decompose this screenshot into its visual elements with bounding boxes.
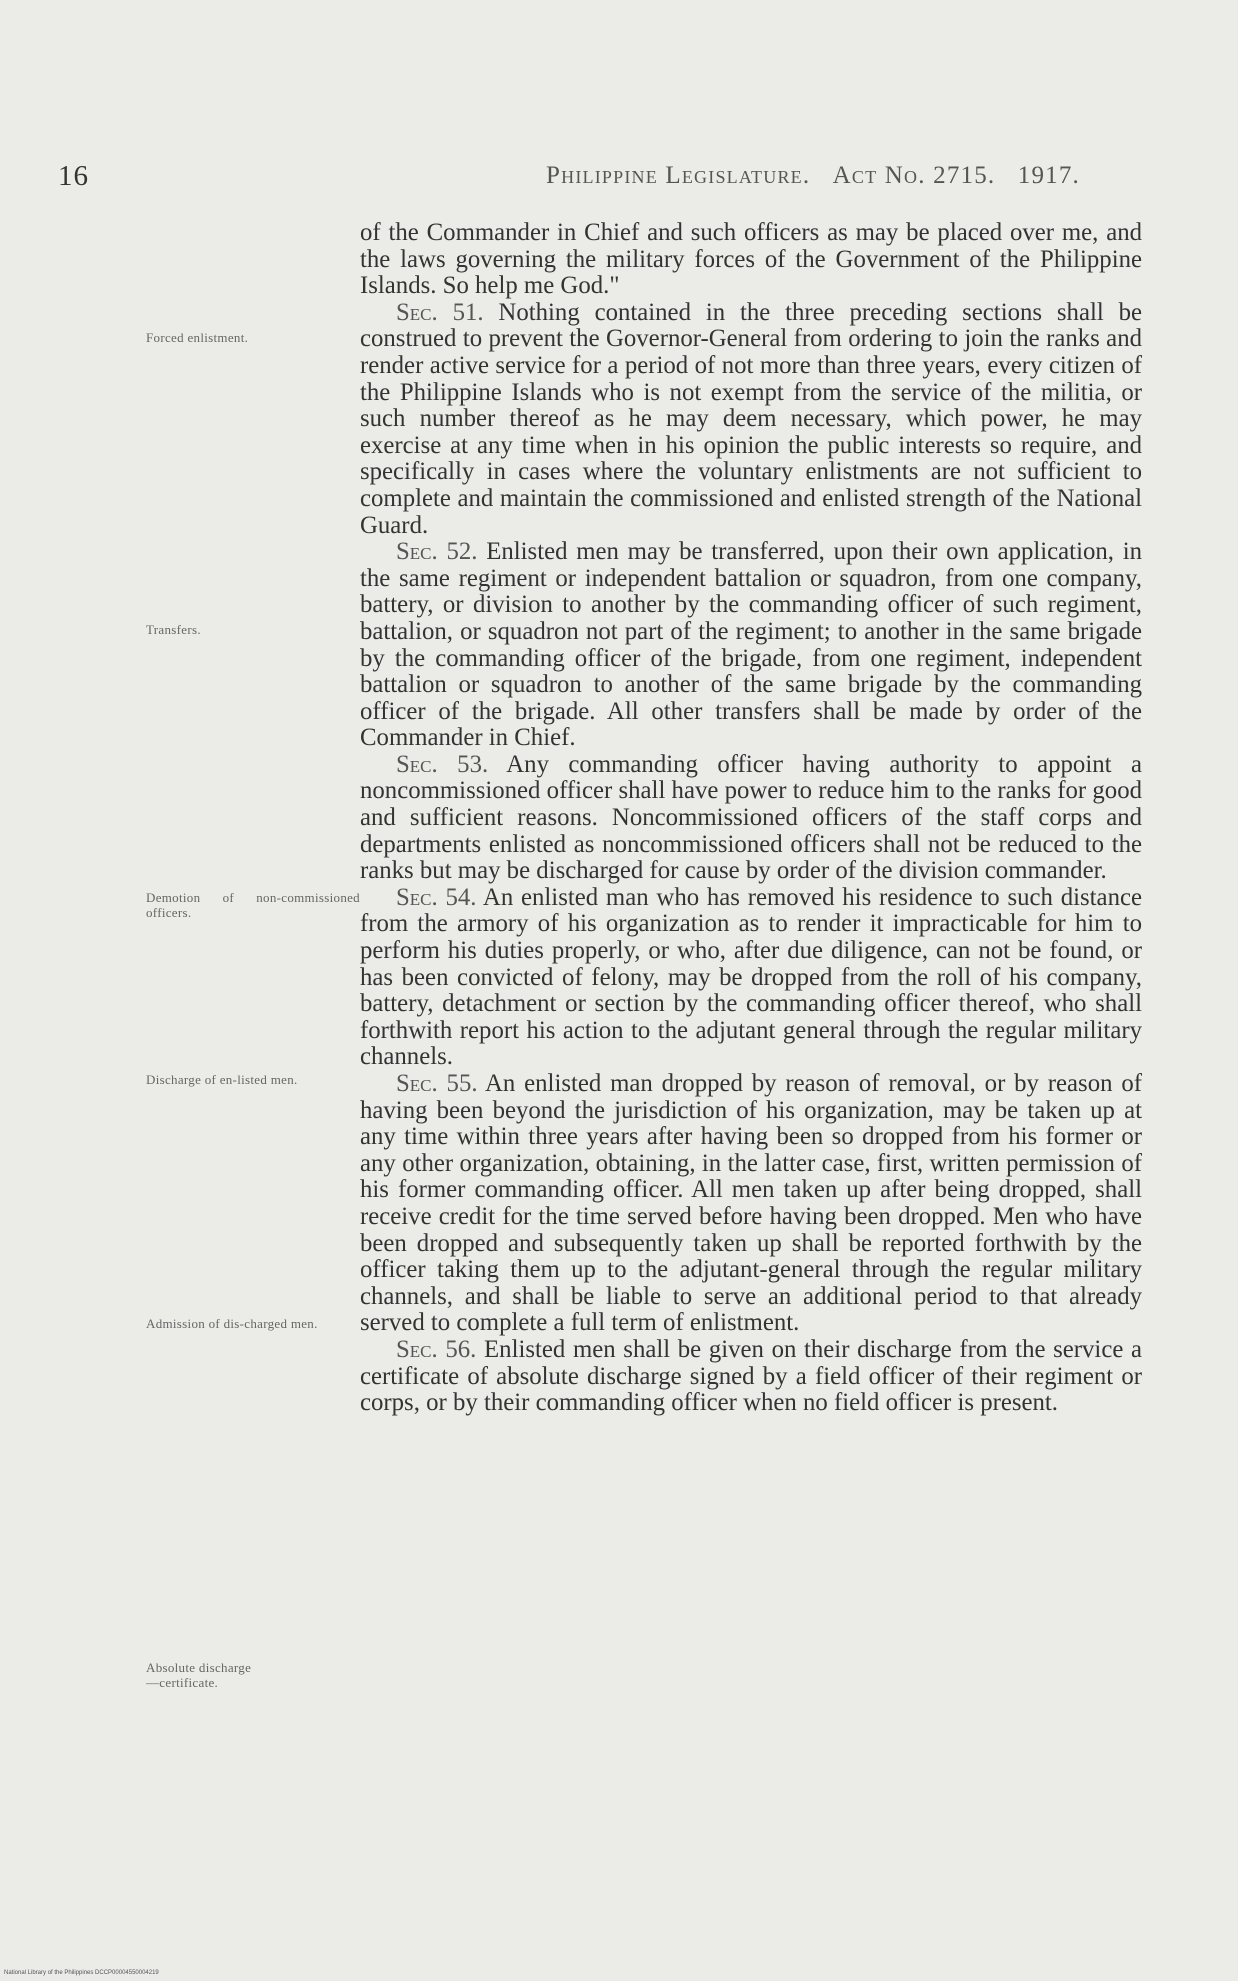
section-56 [360, 1337, 1142, 1417]
section-54 [360, 885, 1142, 1071]
running-head-legislature: Philippine Legislature. [546, 162, 811, 189]
section-53-text: Any commanding officer having authority to appoint a noncommissioned officer shall have power to reduce him to the ranks for good and sufficient reasons. Noncommissioned officers of the staff corps and departments enlisted as noncommissioned officers shall not be reduced to the ranks but may be discharged for cause by order of the division commander. [360, 750, 1142, 885]
section-53-label: Sec. 53. [396, 750, 489, 778]
sidenote-transfers: Transfers. [146, 622, 201, 637]
sidenote-forced-enlistment: Forced enlistment. [146, 330, 249, 345]
running-head-act: Act No. 2715. [832, 162, 996, 189]
section-54-label: Sec. 54. [396, 883, 477, 911]
sidenote-absolute-discharge [146, 1660, 346, 1690]
page-header [58, 160, 1080, 196]
section-56-label: Sec. 56. [396, 1335, 477, 1363]
archive-stamp: National Library of the Philippines DCCP00004550004219 [4, 1970, 159, 1976]
page-number: 16 [58, 160, 89, 192]
sidenote-absolute-discharge-line2: —certificate. [146, 1675, 219, 1690]
sidenote-admission-discharged: Admission of dis-charged men. [146, 1316, 318, 1331]
running-head [546, 162, 1080, 190]
running-head-year: 1917. [1017, 162, 1080, 189]
section-51-text: Nothing contained in the three preceding sections shall be construed to prevent the Governor-General from ordering to join the ranks and render active service for a period of not more than three years, every citizen of the Philippine Islands who is not exempt from the service of the militia, or such number thereof as he may deem necessary, which power, he may exercise at any time when in his opinion the public interests so require, and specifically in cases where the voluntary enlistments are not sufficient to complete and maintain the commissioned and enlisted strength of the National Guard. [360, 298, 1142, 539]
section-52-text: Enlisted men may be transferred, upon their own application, in the same regiment or independent battalion or squadron, from one company, battery, or division to another by the commanding officer of such regiment, battalion, or squadron not part of the regiment; to another in the same brigade by the commanding officer of the brigade, from one regiment, independent battalion or squadron to another of the same brigade by the commanding officer of the brigade. All other transfers shall be made by order of the Commander in Chief. [360, 538, 1142, 752]
oath-paragraph: of the Commander in Chief and such officers as may be placed over me, and the laws governing the military forces of the Government of the Philippine Islands. So help me God." [360, 219, 1142, 300]
sidenote-demotion: Demotion of non-commissioned officers. [146, 890, 360, 920]
section-52-label: Sec. 52. [396, 538, 478, 566]
section-56-text: Enlisted men shall be given on their discharge from the service a certificate of absolute discharge signed by a field officer of their regiment or corps, or by their commanding officer when no field officer is present. [360, 1335, 1142, 1417]
sidenote-discharge-enlisted: Discharge of en-listed men. [146, 1072, 298, 1087]
section-55 [360, 1071, 1142, 1337]
sidenote-absolute-discharge-line1: Absolute discharge [146, 1660, 252, 1675]
section-53 [360, 752, 1142, 885]
body-text [360, 220, 1142, 1417]
section-51 [360, 300, 1142, 539]
section-54-text: An enlisted man who has removed his residence to such distance from the armory of his organization as to render it impracticable for him to perform his duties properly, or who, after due diligence, can not be found, or has been convicted of felony, may be dropped from the roll of his company, battery, detachment or section by the commanding officer thereof, who shall forthwith report his action to the adjutant general through the regular military channels. [360, 883, 1142, 1071]
section-55-text: An enlisted man dropped by reason of removal, or by reason of having been beyond the jurisdiction of his organization, may be taken up at any time within three years after having been so dropped from his former or any other organization, obtaining, in the latter case, first, written permission of his former commanding officer. All men taken up after being dropped, shall receive credit for the time served before having been dropped. Men who have been dropped and subsequently taken up shall be reported forthwith by the officer taking them up to the adjutant-general through the regular military channels, and shall be liable to serve an additional period to that already served to complete a full term of enlistment. [360, 1070, 1142, 1337]
section-51-label: Sec. 51. [396, 298, 484, 326]
section-52 [360, 539, 1142, 752]
section-55-label: Sec. 55. [396, 1070, 478, 1097]
